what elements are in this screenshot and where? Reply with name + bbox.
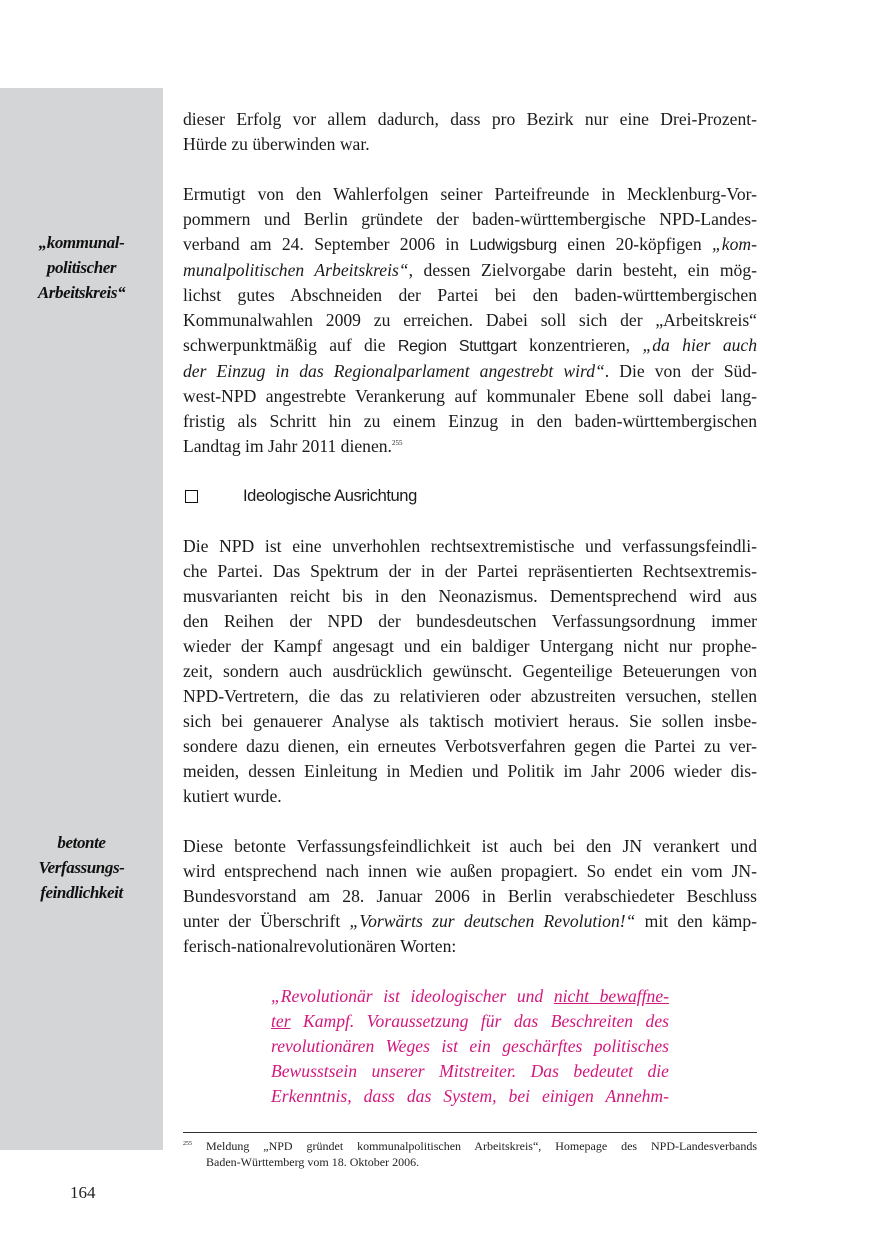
place-ludwigsburg: Ludwigsburg <box>469 237 557 254</box>
paragraph-2: Ermutigt von den Wahlerfolgen seiner Parteifreunde in Mecklenburg-Vor- pommern und Berlin gründete der baden-württembergische NPD-Landes- verband am 24. September 2006 in Ludwigsburg einen 20-köpfigen „kom- munalpolitischen Arbeitskreis“, dessen Zielvorgabe darin besteht, ein mög- lichst gutes Abschneiden der Partei bei den baden-württembergischen Kommunalwahlen 2009 zu erreichen. Dabei soll sich der „Arbeitskreis“ schwerpunktmäßig auf die Region Stuttgart konzentrieren, „da hier auch der Einzug in das Regionalparlament angestrebt wird“. Die von der Süd- west-NPD angestrebte Verankerung auf kommunaler Ebene soll dabei lang- fristig als Schritt hin zu einem Einzug in den baden-württembergischen Landtag im Jahr 2011 dienen.$^{255}$ <box>183 184 758 456</box>
page-number: 164 <box>70 1183 96 1202</box>
main-content <box>183 107 757 1109</box>
section-heading: Ideologische Ausrichtung <box>183 484 757 509</box>
footnote-number: 255 <box>183 1141 192 1147</box>
checkbox-bullet-icon <box>185 490 198 503</box>
margin-note-verfassungsfeindlichkeit: betonte Verfassungs- feindlichkeit <box>38 833 125 902</box>
footnote-divider <box>183 1132 757 1133</box>
footnote-reference: 255 <box>391 439 403 447</box>
footnote: 255 Meldung „NPD gründet kommunalpolitischen Arbeitskreis“, Homepage des NPD-Landesverbands Baden-Württemberg vom 18. Oktober 2006. <box>183 1138 757 1170</box>
place-region-stuttgart: Region Stuttgart <box>397 338 517 355</box>
paragraph-4: Diese betonte Verfassungsfeindlichkeit ist auch bei den JN verankert und wird entsprechend nach innen wie außen propagiert. So endet ein vom JN- Bundesvorstand am 28. Januar 2006 in Berlin verabschiedeter Beschluss unter der Überschrift „Vorwärts zur deutschen Revolution!“ mit den kämp- ferisch-nationalrevolutionären Worten: <box>183 836 758 956</box>
block-quote: „Revolutionär ist ideologischer und nicht bewaffne- ter Kampf. Voraussetzung für das Beschreiten des revolutionären Weges ist ein geschärftes politisches Bewusstsein unserer Mitstreiter. Das bedeutet die Erkenntnis, dass das System, bei einigen Annehm- <box>271 986 670 1106</box>
paragraph-3: Die NPD ist eine unverhohlen rechtsextremistische und verfassungsfeindli- che Partei. Das Spektrum der in der Partei repräsentierten Rechtsextremis- musvarianten reicht bis in den Neonazismus. Dementsprechend wird aus den Reihen der NPD der bundesdeutschen Verfassungsordnung immer wieder der Kampf angesagt und ein baldiger Untergang nicht nur prophe- zeit, sondern auch ausdrücklich gewünscht. Gegenteilige Beteuerungen von NPD-Vertretern, die das zu relativieren oder abzustreiten versuchen, stellen sich bei genauerer Analyse als taktisch motiviert heraus. Sie sollen insbe- sondere dazu dienen, ein erneutes Verbotsverfahren gegen die Partei zu ver- meiden, dessen Einleitung in Medien und Politik im Jahr 2006 wieder dis- kutiert wurde. <box>183 536 757 806</box>
paragraph-1: dieser Erfolg vor allem dadurch, dass pro Bezirk nur eine Drei-Prozent- Hürde zu überwinden war. <box>183 109 757 154</box>
margin-note-arbeitskreis: „kommunal- politischer Arbeitskreis“ <box>37 233 126 302</box>
